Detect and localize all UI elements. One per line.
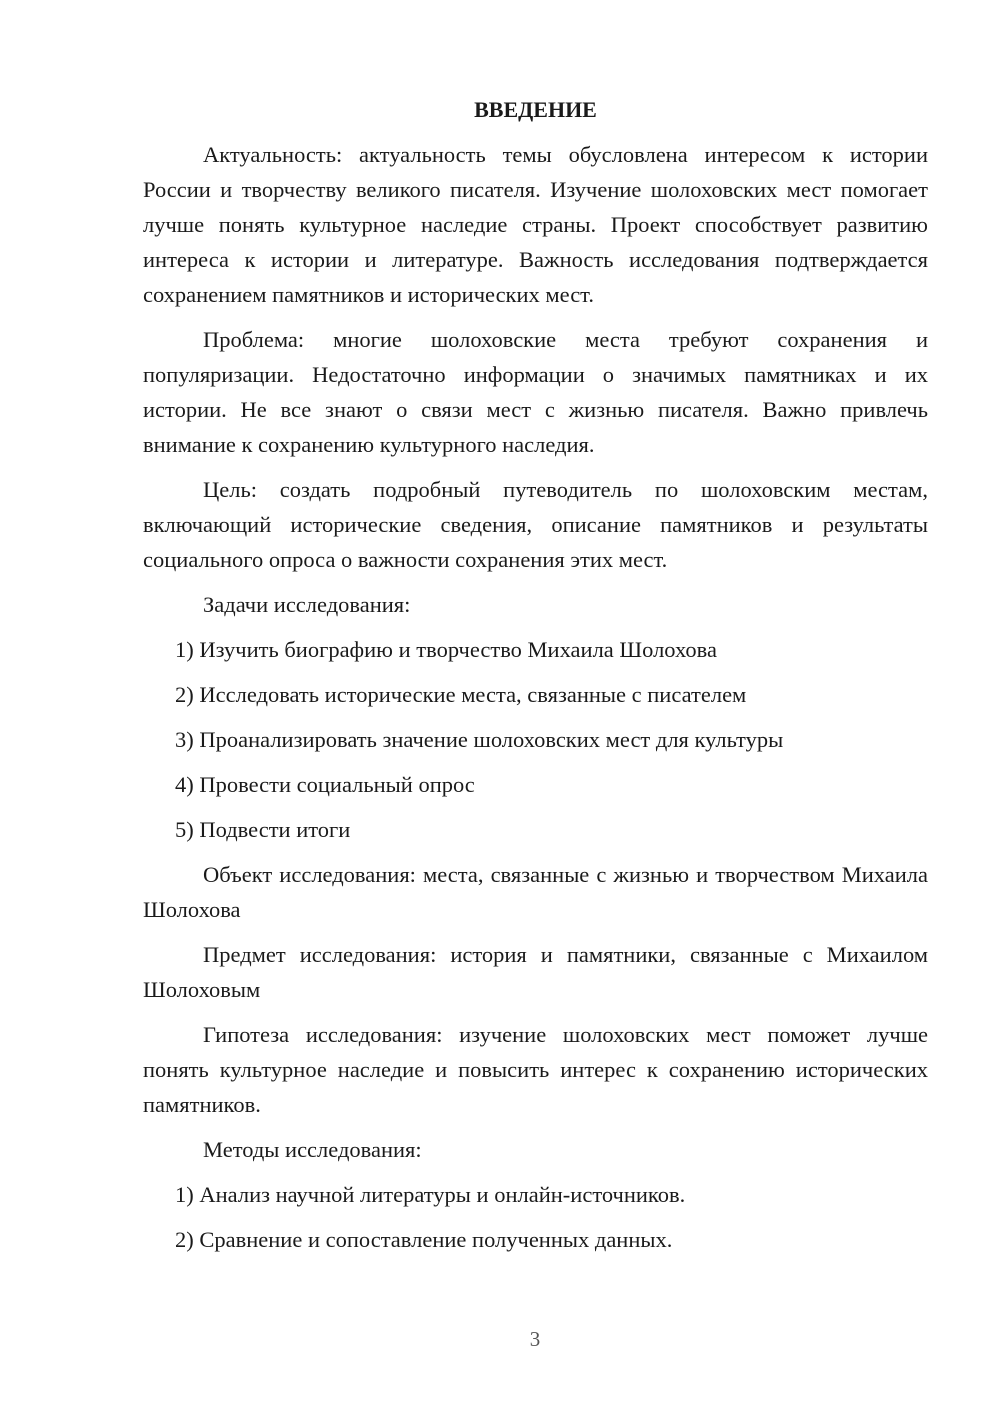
paragraph-goal: Цель: создать подробный путеводитель по шолоховским местам, включающий исторические сведения, описание памятников и результаты социального опроса о важности сохранения этих мест. xyxy=(143,477,928,572)
document-page xyxy=(143,92,928,1267)
task-item: 2) Исследовать исторические места, связанные с писателем xyxy=(175,682,747,707)
task-item: 5) Подвести итоги xyxy=(175,817,351,842)
paragraph-object: Объект исследования: места, связанные с жизнью и творчеством Михаила Шолохова xyxy=(143,862,928,922)
paragraph-problem: Проблема: многие шолоховские места требуют сохранения и популяризации. Недостаточно информации о значимых памятниках и их истории. Не все знают о связи мест с жизнью писателя. Важно привлечь внимание к сохранению культурного наследия. xyxy=(143,327,928,457)
paragraph-subject: Предмет исследования: история и памятники, связанные с Михаилом Шолоховым xyxy=(143,942,928,1002)
task-item: 3) Проанализировать значение шолоховских мест для культуры xyxy=(175,727,784,752)
task-item: 1) Изучить биографию и творчество Михаила Шолохова xyxy=(175,637,717,662)
methods-heading: Методы исследования: xyxy=(203,1137,422,1162)
paragraph-hypothesis: Гипотеза исследования: изучение шолоховских мест поможет лучше понять культурное наследие и повысить интерес к сохранению исторических памятников. xyxy=(143,1022,928,1117)
tasks-heading: Задачи исследования: xyxy=(203,592,411,617)
method-item: 2) Сравнение и сопоставление полученных данных. xyxy=(175,1227,673,1252)
page-title: ВВЕДЕНИЕ xyxy=(474,97,597,122)
page-number: 3 xyxy=(529,1327,541,1351)
task-item: 4) Провести социальный опрос xyxy=(175,772,475,797)
method-item: 1) Анализ научной литературы и онлайн-источников. xyxy=(175,1182,686,1207)
paragraph-relevance: Актуальность: актуальность темы обусловлена интересом к истории России и творчеству великого писателя. Изучение шолоховских мест помогает лучше понять культурное наследие страны. Проект способствует развитию интереса к истории и литературе. Важность исследования подтверждается сохранением памятников и исторических мест. xyxy=(143,142,928,307)
